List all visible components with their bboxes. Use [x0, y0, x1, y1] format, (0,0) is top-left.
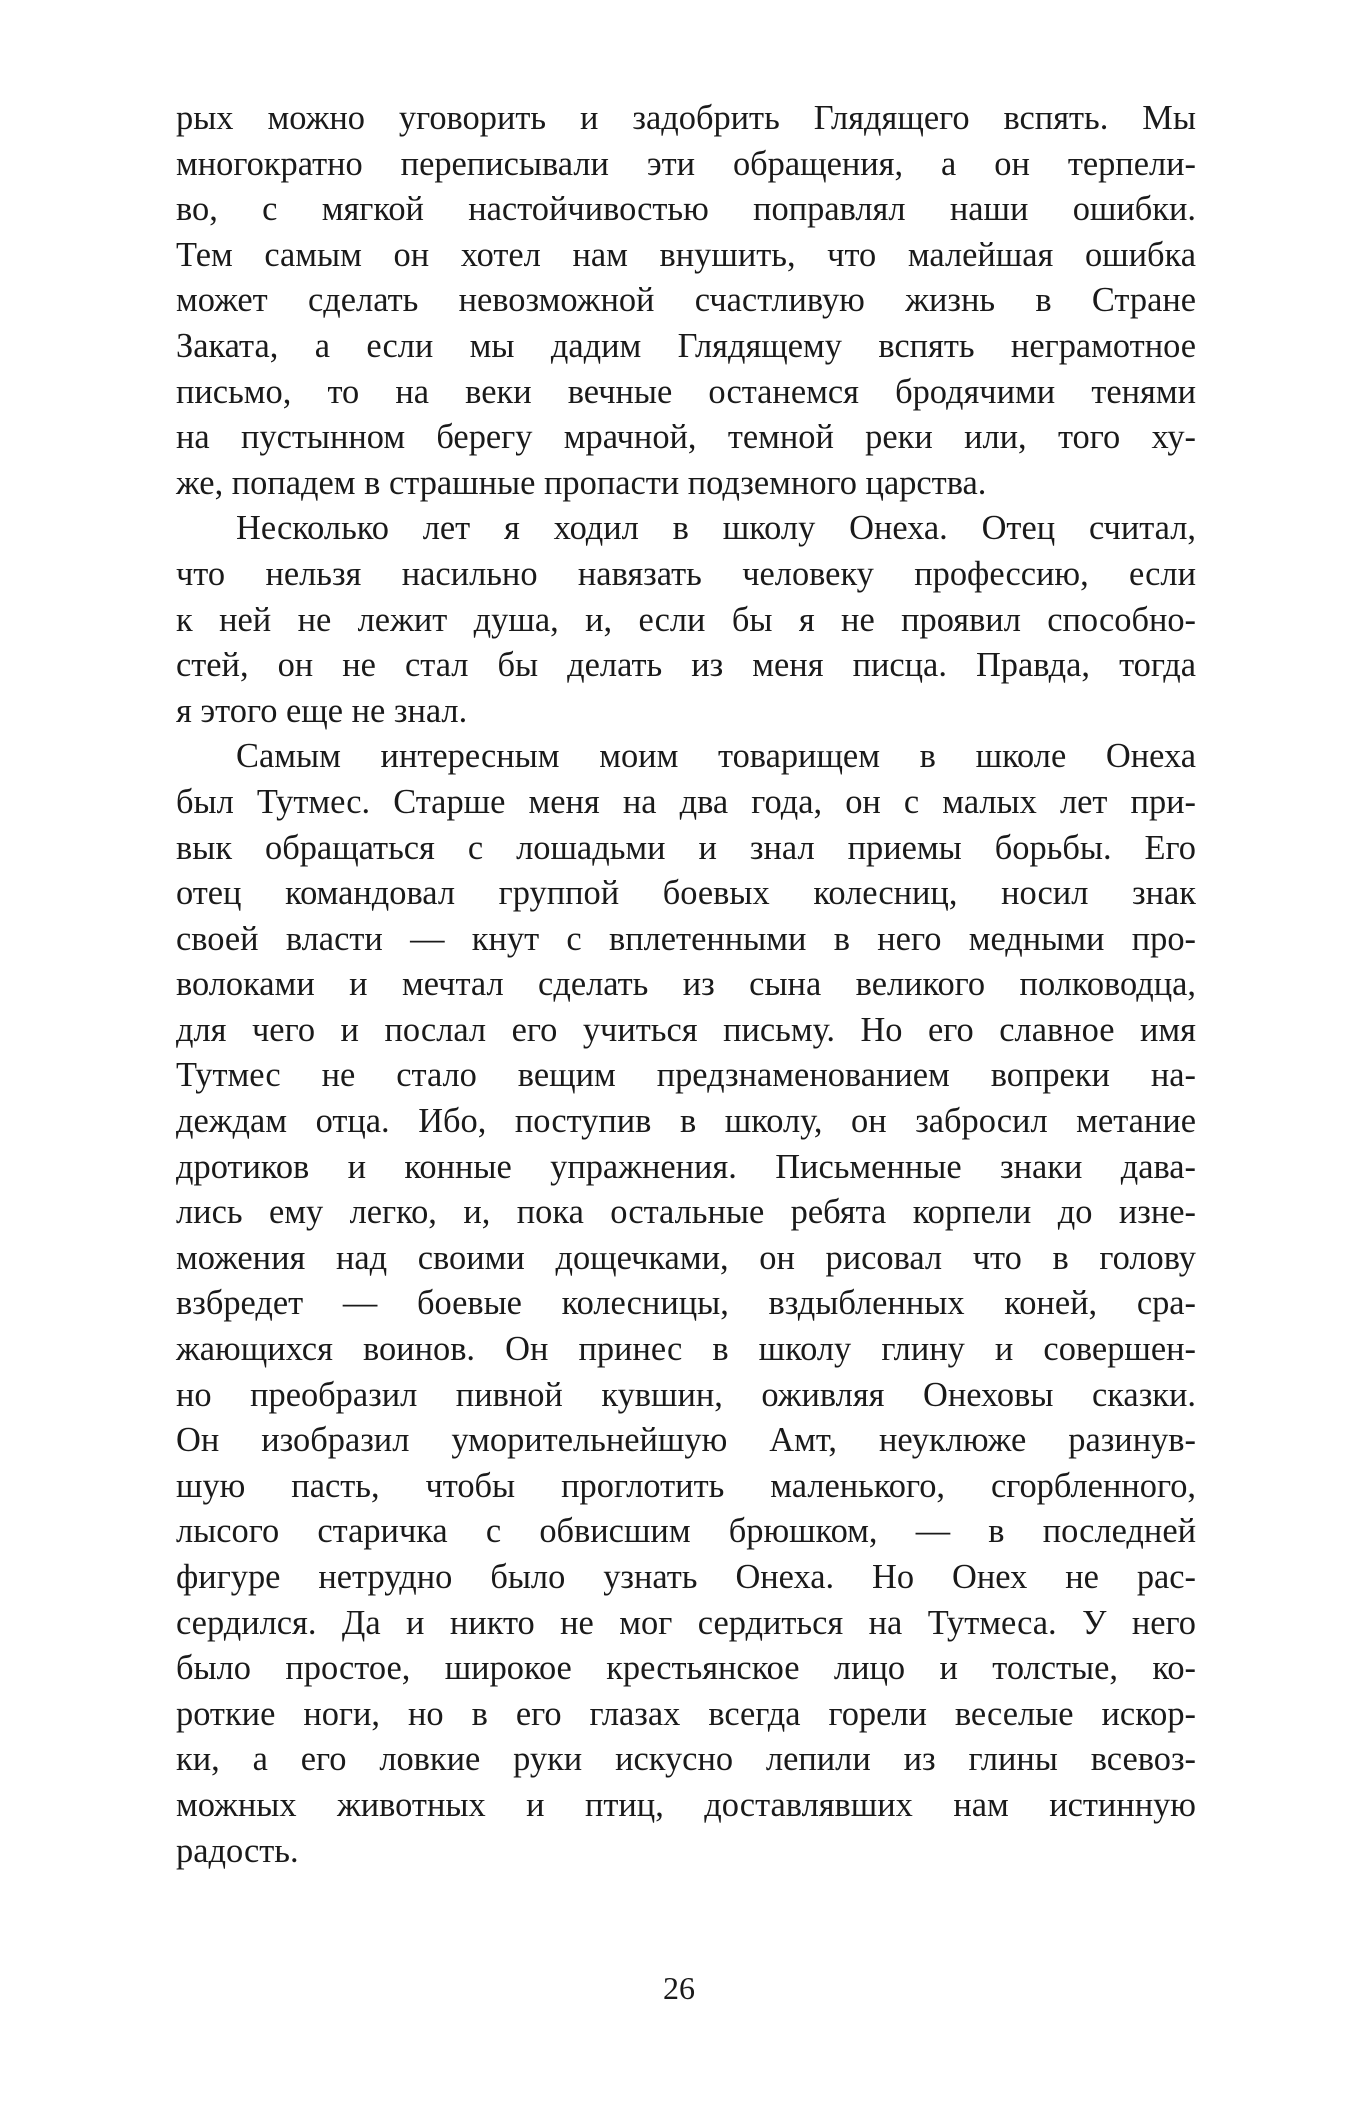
text-line: своей власти — кнут с вплетенными в него медными про- [176, 919, 1196, 958]
text-line: радость. [176, 1831, 299, 1870]
text-line: может сделать невозможной счастливую жизнь в Стране [176, 281, 1196, 320]
text-line: многократно переписывали эти обращения, а он терпели- [176, 144, 1196, 183]
text-line: Несколько лет я ходил в школу Онеха. Отец считал, [236, 509, 1196, 548]
text-line: но преобразил пивной кувшин, оживляя Онеховы сказки. [176, 1375, 1196, 1414]
text-line: ки, а его ловкие руки искусно лепили из глины всевоз- [176, 1740, 1196, 1779]
text-line: лись ему легко, и, пока остальные ребята корпели до изне- [176, 1193, 1196, 1232]
text-line: взбредет — боевые колесницы, вздыбленных коней, сра- [176, 1284, 1196, 1323]
text-line: для чего и послал его учиться письму. Но его славное имя [176, 1010, 1196, 1049]
text-line: жающихся воинов. Он принес в школу глину и совершен- [176, 1330, 1196, 1369]
text-line: рых можно уговорить и задобрить Глядящего вспять. Мы [176, 99, 1196, 137]
text-line: роткие ноги, но в его глазах всегда горели веселые искор- [176, 1694, 1196, 1733]
text-line: я этого еще не знал. [176, 691, 468, 730]
text-line: Тем самым он хотел нам внушить, что малейшая ошибка [176, 235, 1196, 274]
text-line: дротиков и конные упражнения. Письменные знаки дава- [176, 1147, 1196, 1186]
text-line: Тутмес не стало вещим предзнаменованием вопреки на- [176, 1056, 1196, 1095]
text-line: на пустынном берегу мрачной, темной реки или, того ху- [176, 418, 1196, 457]
text-line: Заката, а если мы дадим Глядящему вспять неграмотное [176, 326, 1196, 365]
text-line: лысого старичка с обвисшим брюшком, — в последней [176, 1512, 1196, 1551]
text-line: волоками и мечтал сделать из сына великого полководца, [176, 965, 1196, 1004]
text-line: можных животных и птиц, доставлявших нам истинную [176, 1785, 1196, 1824]
body-text [176, 96, 1196, 1874]
text-line: Самым интересным моим товарищем в школе Онеха [236, 737, 1196, 776]
text-line: сердился. Да и никто не мог сердиться на Тутмеса. У него [176, 1603, 1196, 1642]
text-line: отец командовал группой боевых колесниц, носил знак [176, 874, 1196, 913]
paragraph [176, 734, 1196, 1874]
page-number: 26 [663, 1970, 695, 2006]
text-line: стей, он не стал бы делать из меня писца. Правда, тогда [176, 646, 1196, 685]
text-line: был Тутмес. Старше меня на два года, он с малых лет при- [176, 782, 1196, 821]
paragraph [176, 96, 1196, 506]
text-line: во, с мягкой настойчивостью поправлял наши ошибки. [176, 190, 1196, 229]
text-line: можения над своими дощечками, он рисовал что в голову [176, 1238, 1196, 1277]
text-line: же, попадем в страшные пропасти подземного царства. [176, 463, 987, 502]
text-line: было простое, широкое крестьянское лицо и толстые, ко- [176, 1649, 1196, 1688]
text-line: деждам отца. Ибо, поступив в школу, он забросил метание [176, 1102, 1196, 1141]
text-line: Он изобразил уморительнейшую Амт, неуклюже разинув- [176, 1421, 1196, 1460]
text-line: фигуре нетрудно было узнать Онеха. Но Онех не рас- [176, 1558, 1196, 1596]
text-line: вык обращаться с лошадьми и знал приемы борьбы. Его [176, 828, 1196, 867]
text-line: к ней не лежит душа, и, если бы я не проявил способно- [176, 600, 1196, 639]
text-line: что нельзя насильно навязать человеку профессию, если [176, 554, 1196, 593]
text-line: шую пасть, чтобы проглотить маленького, сгорбленного, [176, 1466, 1196, 1505]
text-line: письмо, то на веки вечные останемся бродячими тенями [176, 372, 1196, 411]
paragraph [176, 506, 1196, 734]
